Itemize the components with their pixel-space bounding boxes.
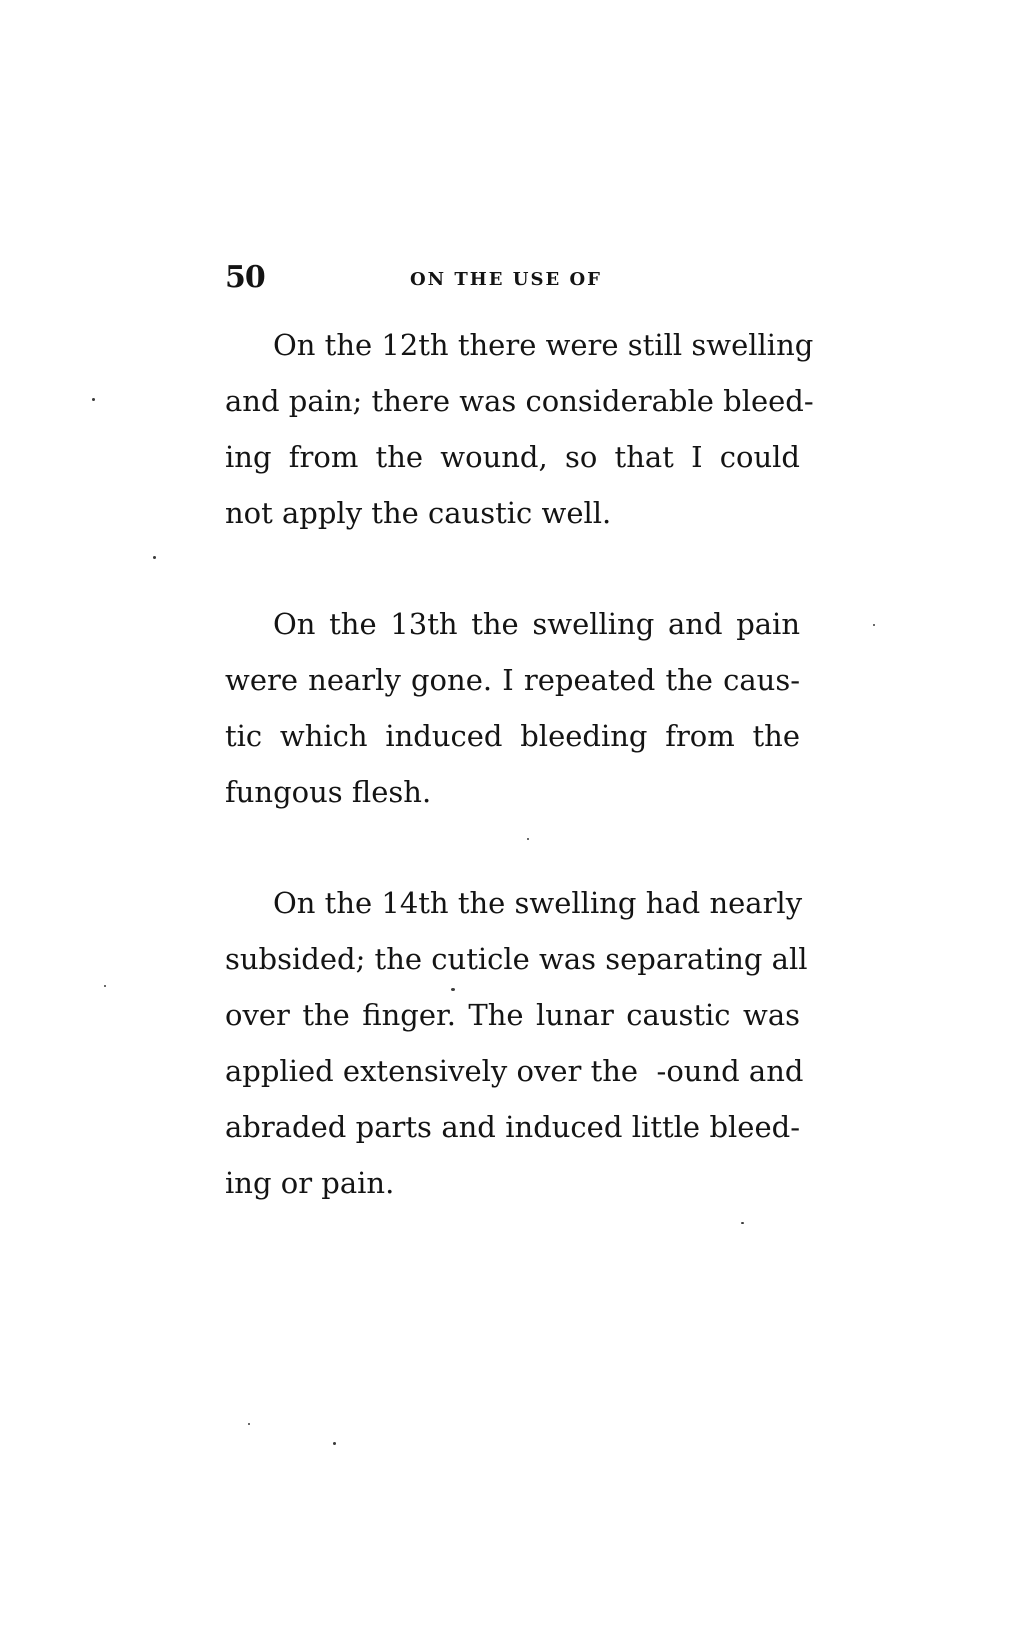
text-line: abraded parts and induced little bleed- xyxy=(225,1110,800,1144)
scan-speck xyxy=(873,624,875,626)
text-line: ing from the wound, so that I could xyxy=(225,440,800,474)
paragraph-12th xyxy=(225,317,814,541)
scan-speck xyxy=(248,1423,250,1425)
text-line: On the 14th the swelling had nearly xyxy=(273,886,803,920)
scan-speck xyxy=(741,1222,744,1224)
scan-speck xyxy=(527,838,529,840)
page-number: 50 xyxy=(225,260,265,295)
page-header xyxy=(225,258,805,298)
scan-speck xyxy=(153,556,156,559)
text-line: were nearly gone. I repeated the caus- xyxy=(225,663,800,697)
text-line: tic which induced bleeding from the xyxy=(225,719,800,753)
running-head: ON THE USE OF xyxy=(410,269,602,290)
scan-speck xyxy=(104,985,106,987)
text-line: over the finger. The lunar caustic was xyxy=(225,998,800,1032)
scan-speck xyxy=(92,398,95,401)
text-line: On the 13th the swelling and pain xyxy=(273,607,800,641)
paragraph-14th xyxy=(225,875,808,1211)
body-text xyxy=(225,317,814,1266)
paragraph-13th xyxy=(225,596,800,820)
scan-speck xyxy=(333,1442,336,1445)
text-line: applied extensively over the -ound and xyxy=(225,1054,804,1088)
text-line: subsided; the cuticle was separating all xyxy=(225,942,808,976)
scan-speck xyxy=(451,988,455,991)
text-line: not apply the caustic well. xyxy=(225,496,612,530)
text-line: and pain; there was considerable bleed- xyxy=(225,384,814,418)
text-line: ing or pain. xyxy=(225,1166,395,1200)
text-line: On the 12th there were still swelling xyxy=(273,328,814,362)
text-line: fungous flesh. xyxy=(225,775,432,809)
